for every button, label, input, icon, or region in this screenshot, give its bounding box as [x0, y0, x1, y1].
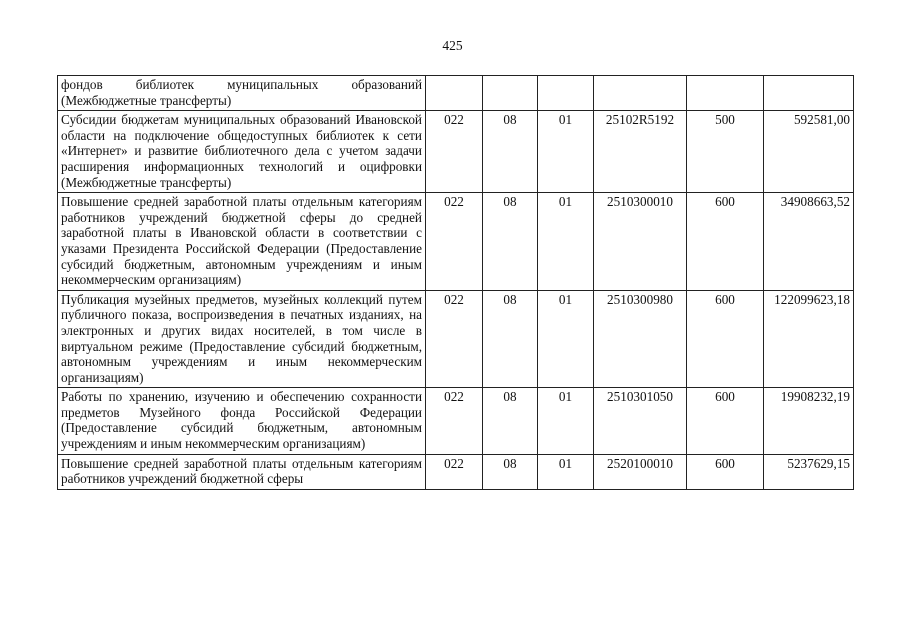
table-row: [58, 76, 854, 111]
row-amount: 122099623,18: [764, 290, 854, 388]
row-ministry-code: 022: [426, 193, 483, 291]
row-ministry-code: 022: [426, 388, 483, 454]
row-subsection-code: 01: [538, 454, 594, 489]
row-subsection-code: 01: [538, 111, 594, 193]
row-expense-type: 600: [687, 388, 764, 454]
page-number: 425: [442, 38, 463, 53]
row-section-code: 08: [483, 290, 538, 388]
row-amount: 5237629,15: [764, 454, 854, 489]
row-description: Работы по хранению, изучению и обеспечению сохранности предметов Музейного фонда Российской Федерации (Предоставление субсидий бюджетным, автономным учреждениям и иным некоммерческим организациям): [58, 388, 426, 454]
row-section-code: 08: [483, 193, 538, 291]
row-amount: 592581,00: [764, 111, 854, 193]
row-target-article: [594, 76, 687, 111]
row-description: Публикация музейных предметов, музейных коллекций путем публичного показа, воспроизведения в печатных изданиях, на электронных и других видах носителей, в том числе в виртуальном режиме (Предоставление субсидий бюджетным, автономным учреждениям и иным некоммерческим организациям): [58, 290, 426, 388]
row-subsection-code: [538, 76, 594, 111]
table-row: [58, 388, 854, 454]
row-target-article: 2510300980: [594, 290, 687, 388]
row-amount: 19908232,19: [764, 388, 854, 454]
row-subsection-code: 01: [538, 290, 594, 388]
row-expense-type: 600: [687, 193, 764, 291]
row-ministry-code: 022: [426, 290, 483, 388]
row-description: фондов библиотек муниципальных образований (Межбюджетные трансферты): [58, 76, 426, 111]
budget-table: [57, 75, 854, 490]
row-ministry-code: [426, 76, 483, 111]
row-target-article: 2510301050: [594, 388, 687, 454]
row-description: Повышение средней заработной платы отдельным категориям работников учреждений бюджетной сферы: [58, 454, 426, 489]
row-description: Субсидии бюджетам муниципальных образований Ивановской области на подключение общедоступных библиотек к сети «Интернет» и развитие библиотечного дела с учетом задачи расширения информационных технологий и оцифровки (Межбюджетные трансферты): [58, 111, 426, 193]
table-row: [58, 290, 854, 388]
row-expense-type: 500: [687, 111, 764, 193]
row-ministry-code: 022: [426, 111, 483, 193]
row-target-article: 2520100010: [594, 454, 687, 489]
row-expense-type: 600: [687, 454, 764, 489]
row-expense-type: 600: [687, 290, 764, 388]
row-subsection-code: 01: [538, 388, 594, 454]
row-description: Повышение средней заработной платы отдельным категориям работников учреждений бюджетной сферы до средней заработной платы в Ивановской области в соответствии с указами Президента Российской Федерации (Предоставление субсидий бюджетным, автономным учреждениям и иным некоммерческим организациям): [58, 193, 426, 291]
row-subsection-code: 01: [538, 193, 594, 291]
row-section-code: [483, 76, 538, 111]
table-row: [58, 111, 854, 193]
row-section-code: 08: [483, 454, 538, 489]
row-ministry-code: 022: [426, 454, 483, 489]
row-section-code: 08: [483, 388, 538, 454]
table-row: [58, 454, 854, 489]
row-amount: [764, 76, 854, 111]
table-row: [58, 193, 854, 291]
row-section-code: 08: [483, 111, 538, 193]
row-target-article: 2510300010: [594, 193, 687, 291]
row-expense-type: [687, 76, 764, 111]
row-target-article: 25102R5192: [594, 111, 687, 193]
row-amount: 34908663,52: [764, 193, 854, 291]
